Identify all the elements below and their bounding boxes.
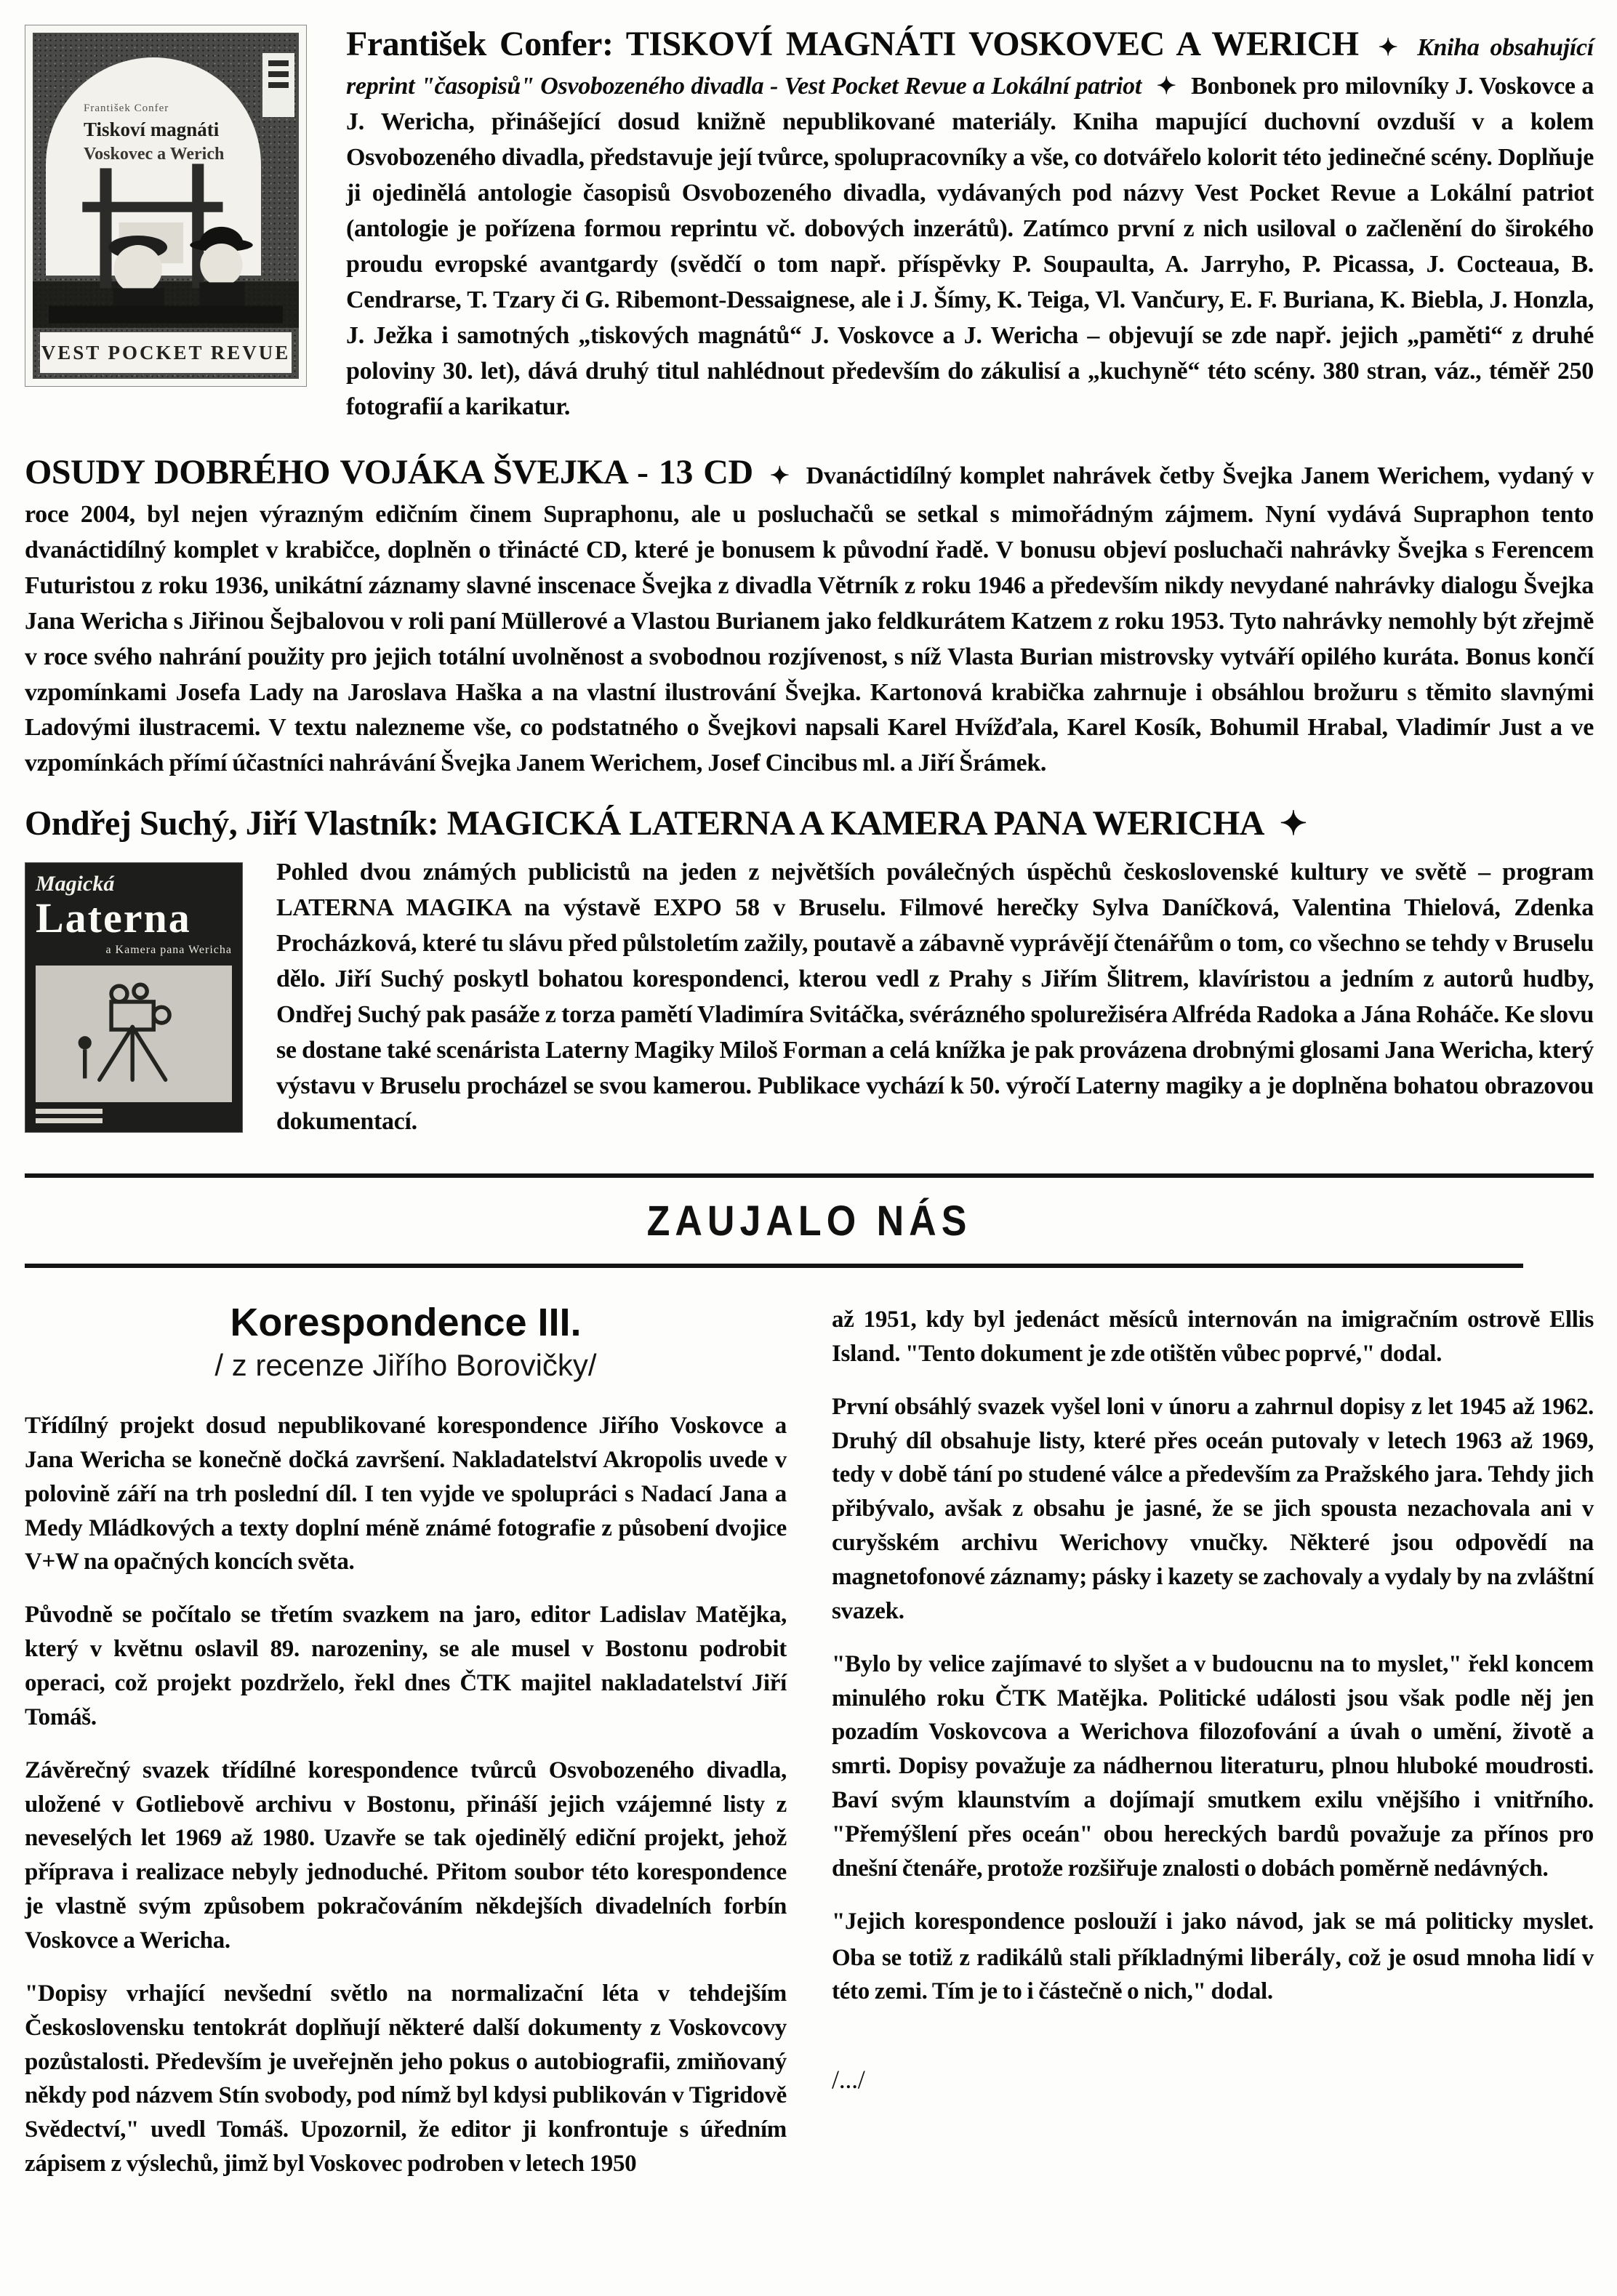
- article-paragraph: Třídílný projekt dosud nepublikované korespondence Jiřího Voskovce a Jana Wericha se konečně dočká završení. Nakladatelství Akropolis uvede v polovině září na trh poslední díl. I ten vyjde ve spolupráci s Nadací Jana a Medy Mládkových a texty doplní méně známé fotografie z působení dvojice V+W na opačných koncích světa.: [25, 1413, 787, 1576]
- book-cover-tiskovi-magnati: [25, 25, 307, 387]
- article-subtitle: / z recenze Jiřího Borovičky/: [214, 1348, 597, 1382]
- cover-spine-tag: [262, 53, 294, 117]
- article-title: Korespondence III.: [230, 1301, 582, 1344]
- cover-camera-illustration-icon: [61, 979, 206, 1088]
- review-title: [25, 803, 1594, 843]
- cover-title-line2: Laterna: [36, 894, 191, 942]
- continuation-mark: /.../: [832, 2065, 865, 2095]
- review-flow: [25, 855, 1594, 1140]
- article-paragraph: [832, 1905, 1594, 2010]
- cover-banner: VEST POCKET REVUE: [40, 332, 292, 373]
- star-icon: ✦: [1279, 805, 1307, 843]
- review-lead-italic: Kniha obsahující reprint "časopisů" Osvobozeného divadla - Vest Pocket Revue a Lokální patriot: [346, 34, 1594, 100]
- article-paragraph: "Dopisy vrhající nevšední světlo na normalizační léta v tehdejším Československu tentokrát doplňují některé další dokumenty z Voskovcovy pozůstalosti. Především je uveřejněn jeho pokus o autobiografii, zmiňovaný někdy pod názvem Stín svobody, pod nímž byl kdysi publikován v Tigridově Svědectví," uvedl Tomáš. Upozornil, že editor ji konfrontuje s úředním zápisem z výslechů, jimž byl Voskovec podroben v letech 1950: [25, 1980, 787, 2177]
- review-body-text: Pohled dvou známých publicistů na jeden z největších poválečných úspěchů československé kultury ve světě – program LATERNA MAGIKA na výstavě EXPO 58 v Bruselu. Filmové herečky Sylva Daníčková, Valentina Thielová, Zdenka Procházková, které tu slávu před půlstoletím zažily, poutavě a zábavně vyprávějí čtenářům o tom, co všechno se tehdy v Bruselu dělo. Jiří Suchý poskytl bohatou korespondenci, kterou vedl z Prahy s Jiřím Šlitrem, klavíristou a jedním z autorů hudby, Ondřej Suchý pak pasáže z torza pamětí Vladimíra Svitáčka, svérázného spolurežiséra Alfréda Radoka a Jána Roháče. Ke slovu se dostane také scenárista Laterny Magiky Miloš Forman a celá knížka je pak provázena drobnými glosami Jana Wericha, který výstavu v Bruselu procházel se svou kamerou. Publikace vychází k 50. výročí Laterny magiky a je doplněna bohatou obrazovou dokumentací.: [276, 859, 1594, 1136]
- book-review-svejk-13cd: [25, 447, 1594, 782]
- emphasized-word: liberály: [1250, 1942, 1336, 1971]
- paragraph-text: "Jejich korespondence poslouží i jako návod, jak se má politicky myslet. Oba se totiž z radikálů stali příkladnými: [832, 1908, 1594, 1971]
- star-icon: ✦: [769, 462, 790, 489]
- book-review-tiskovi-magnati: [25, 19, 1594, 425]
- cover-title-line2: Voskovec a Werich: [84, 145, 225, 164]
- star-icon: ✦: [1156, 73, 1176, 100]
- article-paragraph: "Bylo by velice zajímavé to slyšet a v budoucnu na to myslet," řekl koncem minulého roku ČTK Matějka. Politické události jsou však podle něj jen pozadím Voskovcova a Werichova filozofování a úvah o umění, životě a smrti. Dopisy považuje za nádhernou literaturu, plnou hluboké moudrosti. Baví svým klaunstvím a dojímají smutkem exilu vnějšího i vnitřního. "Přemýšlení přes oceán" obou hereckých bardů považuje za přínos pro dnešní čtenáře, protože rozšiřuje znalosti o dobách poměrně nedávných.: [832, 1650, 1594, 1882]
- article-paragraph: První obsáhlý svazek vyšel loni v únoru a zahrnul dopisy z let 1945 až 1962. Druhý díl obsahuje listy, které přes oceán putovaly v letech 1963 až 1969, tedy v době tání po studené válce a především za Pražského jara. Tehdy jich přibývalo, avšak z obsahu je jasné, že se jich spousta nezachovala ani v curyšském archivu Werichovy vnučky. Některé jsou odpovědí na magnetofonové záznamy; pásky i kazety se zachovaly a vydaly by na zvláštní svazek.: [832, 1393, 1594, 1624]
- article-header: [25, 1300, 787, 1383]
- cover-title-line1: Tiskoví magnáti: [84, 119, 220, 140]
- two-column-article: [25, 1300, 1594, 2181]
- cover-illustration-panel: [36, 966, 232, 1102]
- book-review-magicka-laterna: [25, 803, 1594, 1140]
- cover-frame: [33, 33, 299, 379]
- review-paragraph: [25, 447, 1594, 782]
- article-paragraph: Závěrečný svazek třídílné korespondence tvůrců Osvobozeného divadla, uložené v Gotliebově archivu v Bostonu, přináší jejich vzájemné listy z neveselých let 1969 až 1980. Uzavře se tak ojedinělý ediční projekt, jehož příprava i realizace nebyly jednoduché. Přitom soubor této korespondence je vlastně svým způsobem pokračováním někdejších divadelních forbín Voskovce a Wericha.: [25, 1757, 787, 1954]
- article-right-column: [832, 1300, 1594, 2181]
- paragraph-text: , což je osud mnoha lidí v této zemi. Tím je to i částečně o nich," dodal.: [832, 1944, 1594, 2005]
- cover-subtitle: a Kamera pana Wericha: [105, 944, 232, 957]
- review-title-text: Ondřej Suchý, Jiří Vlastník: MAGICKÁ LATERNA A KAMERA PANA WERICHA: [25, 804, 1263, 843]
- star-icon: ✦: [1378, 34, 1398, 60]
- divider-line-bottom: [25, 1264, 1523, 1268]
- divider-line-top: [25, 1173, 1594, 1178]
- article-paragraph: Původně se počítalo se třetím svazkem na jaro, editor Ladislav Matějka, který v květnu oslavil 89. narozeniny, se ale musel v Bostonu podrobit operaci, což projekt pozdrželo, řekl dnes ČTK majitel nakladatelství Jiří Tomáš.: [25, 1602, 787, 1730]
- review-title: OSUDY DOBRÉHO VOJÁKA ŠVEJKA - 13 CD: [25, 452, 753, 491]
- article-paragraph: až 1951, kdy byl jedenáct měsíců internován na imigračním ostrově Ellis Island. "Tento dokument je zde otištěn vůbec poprvé," dodal.: [832, 1306, 1594, 1367]
- section-heading-zaujalo-nas: ZAUJALO NÁS: [646, 1197, 972, 1245]
- review-body-text: Dvanáctidílný komplet nahrávek četby Švejka Janem Werichem, vydaný v roce 2004, byl nejen výrazným edičním činem Supraphonu, ale u posluchačů se setkal s mimořádným zájmem. Nyní vydává Supraphon tento dvanáctidílný komplet v krabičce, doplněn o třinácté CD, které je bonusem k původní řadě. V bonusu objeví posluchači nahrávky Švejka s Ferencem Futuristou z roku 1936, unikátní záznamy slavné inscenace Švejka z divadla Větrník z roku 1946 a především nikdy nevydané nahrávky dialogu Švejka Jana Wericha s Jiřinou Šejbalovou v roli paní Müllerové a Vlastou Burianem jako feldkurátem Katzem z roku 1953. Tyto nahrávky nemohly být zřejmě v roce svého nahrání použity pro jejich totální uvolněnost a svobodnou rozjívenost, s níž Vlasta Burian mistrovsky vytváří opilého kuráta. Bonus končí vzpomínkami Josefa Lady na Jaroslava Haška a na vlastní ilustrování Švejka. Kartonová krabička zahrnuje i obsáhlou brožuru s těmito slavnými Ladovými ilustracemi. V textu nalezneme vše, co podstatného o Švejkovi napsali Karel Hvížďala, Karel Kosík, Bohumil Hrabal, Vladimír Just a ve vzpomínkách přímí účastníci nahrávání Švejka Janem Werichem, Josef Cincibus ml. a Jiří Šrámek.: [25, 462, 1594, 777]
- cover-author: František Confer: [84, 103, 169, 114]
- book-cover-magicka-laterna: [25, 862, 243, 1133]
- cover-small-text-bars: [36, 1104, 103, 1123]
- newsletter-page: [25, 19, 1594, 2284]
- cover-title-line1: Magická: [36, 872, 115, 896]
- review-title: František Confer: TISKOVÍ MAGNÁTI VOSKOVEC A WERICH: [346, 25, 1359, 63]
- article-left-column: [25, 1300, 787, 2181]
- review-body-text: Bonbonek pro milovníky J. Voskovce a J. Wericha, přinášející dosud knižně nepublikované materiály. Kniha mapující duchovní ovzduší v a kolem Osvobozeného divadla, představuje její tvůrce, spolupracovníky a vše, co dotvářelo kolorit této jedinečné scény. Doplňuje ji ojedinělá antologie časopisů Osvobozeného divadla, vydávaných pod názvy Vest Pocket Revue a Lokální patriot (antologie je pořízena formou reprintu vč. dobových inzerátů). Zatímco první z nich usiloval o začlenění do širokého proudu evropské avantgardy (svědčí o tom např. příspěvky P. Soupaulta, A. Jarryho, P. Picassa, J. Cocteaua, B. Cendrarse, T. Tzary či G. Ribemont-Dessaignese, ale i J. Šímy, K. Teiga, Vl. Vančury, E. F. Buriana, K. Biebla, J. Honzla, J. Ježka i samotných „tiskových magnátů“ J. Voskovce a J. Wericha – objevují se zde např. jejich „paměti“ z druhé poloviny 30. let), dává druhý titul nahlédnout především do zákulisí a „kuchyně“ této scény. 380 stran, váz., téměř 250 fotografií a karikatur.: [346, 73, 1594, 420]
- cover-photo-two-men-icon: [49, 155, 283, 324]
